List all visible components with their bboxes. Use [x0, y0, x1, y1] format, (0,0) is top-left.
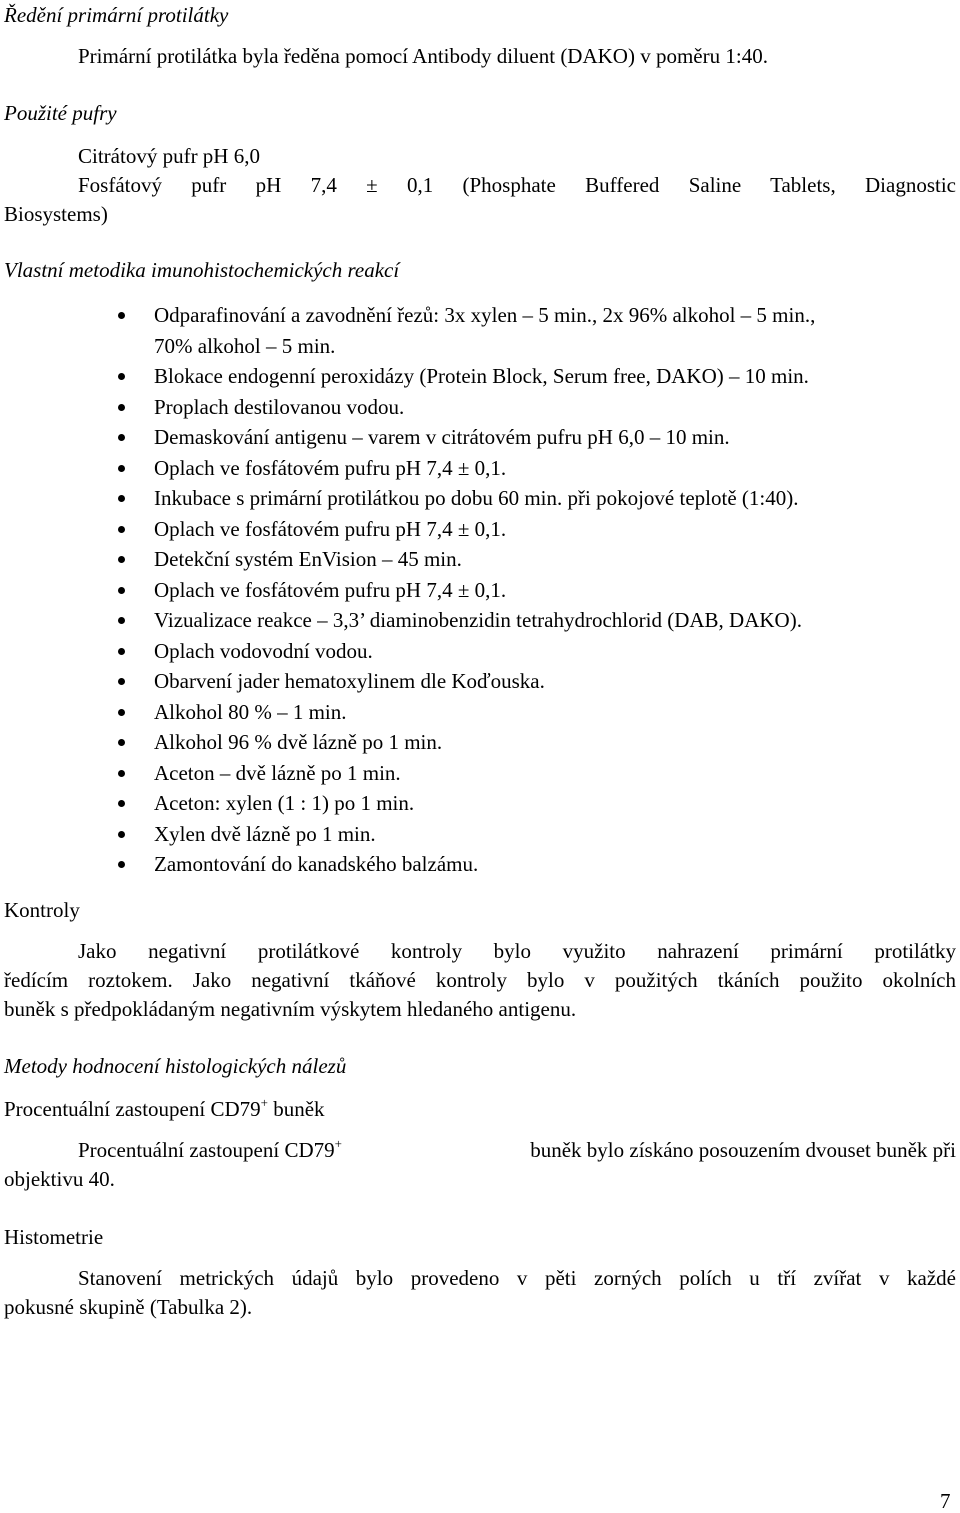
- controls-text-line: ředícím roztokem. Jako negativní tkáňové kontroly bylo v použitých tkáních použito okolních: [4, 968, 956, 992]
- list-item: Oplach ve fosfátovém pufru pH 7,4 ± 0,1.: [154, 517, 507, 541]
- controls-text-line: Jako negativní protilátkové kontroly bylo využito nahrazení primární protilátky: [78, 939, 956, 963]
- cd79-heading: [4, 1095, 325, 1121]
- list-item: Zamontování do kanadského balzámu.: [154, 852, 479, 876]
- page-number: 7: [940, 1489, 951, 1513]
- cd79-text-b: buněk bylo získáno posouzením dvouset buněk při: [530, 1138, 956, 1162]
- list-item: Demaskování antigenu – varem v citrátovém pufru pH 6,0 – 10 min.: [154, 425, 730, 449]
- controls-text-line: buněk s předpokládaným negativním výskytem hledaného antigenu.: [4, 997, 577, 1021]
- bullet-icon: [118, 404, 125, 411]
- bullet-icon: [118, 739, 125, 746]
- evaluation-heading: Metody hodnocení histologických nálezů: [4, 1054, 347, 1078]
- cd79-text-sup: +: [334, 1136, 342, 1151]
- bullet-icon: [118, 831, 125, 838]
- buffer-item: Citrátový pufr pH 6,0: [78, 144, 260, 168]
- list-item: Inkubace s primární protilátkou po dobu 60 min. při pokojové teplotě (1:40).: [154, 486, 799, 510]
- list-item: Alkohol 96 % dvě lázně po 1 min.: [154, 730, 443, 754]
- cd79-heading-sup: +: [260, 1095, 268, 1110]
- bullet-icon: [118, 770, 125, 777]
- histometry-heading: Histometrie: [4, 1225, 104, 1249]
- list-item: Vizualizace reakce – 3,3’ diaminobenzidin tetrahydrochlorid (DAB, DAKO).: [154, 608, 802, 632]
- bullet-icon: [118, 526, 125, 533]
- bullet-icon: [118, 800, 125, 807]
- method-heading: Vlastní metodika imunohistochemických reakcí: [4, 258, 400, 282]
- cd79-text-line: [78, 1136, 956, 1162]
- cd79-text-a: Procentuální zastoupení CD79: [78, 1138, 335, 1162]
- list-item: Blokace endogenní peroxidázy (Protein Block, Serum free, DAKO) – 10 min.: [154, 364, 809, 388]
- list-item: Xylen dvě lázně po 1 min.: [154, 822, 376, 846]
- bullet-icon: [118, 861, 125, 868]
- bullet-icon: [118, 465, 125, 472]
- bullet-icon: [118, 373, 125, 380]
- list-item: Oplach ve fosfátovém pufru pH 7,4 ± 0,1.: [154, 578, 507, 602]
- bullet-icon: [118, 495, 125, 502]
- histometry-text-line: Stanovení metrických údajů bylo provedeno v pěti zorných polích u tří zvířat v každé: [78, 1266, 956, 1290]
- dilution-heading: Ředění primární protilátky: [4, 3, 229, 27]
- bullet-icon: [118, 648, 125, 655]
- list-item: Oplach vodovodní vodou.: [154, 639, 373, 663]
- dilution-text: Primární protilátka byla ředěna pomocí Antibody diluent (DAKO) v poměru 1:40.: [78, 44, 768, 68]
- list-item: Detekční systém EnVision – 45 min.: [154, 547, 462, 571]
- cd79-heading-suffix: buněk: [267, 1097, 325, 1121]
- list-item: Proplach destilovanou vodou.: [154, 395, 405, 419]
- bullet-icon: [118, 709, 125, 716]
- list-item: Oplach ve fosfátovém pufru pH 7,4 ± 0,1.: [154, 456, 507, 480]
- buffer-item-continuation: Biosystems): [4, 202, 108, 226]
- list-item: Aceton: xylen (1 : 1) po 1 min.: [154, 791, 415, 815]
- histometry-text-line: pokusné skupině (Tabulka 2).: [4, 1295, 253, 1319]
- cd79-text-line2: objektivu 40.: [4, 1167, 115, 1191]
- cd79-heading-text: Procentuální zastoupení CD79: [4, 1097, 261, 1121]
- list-item: Alkohol 80 % – 1 min.: [154, 700, 347, 724]
- buffer-item: Fosfátový pufr pH 7,4 ± 0,1 (Phosphate Buffered Saline Tablets, Diagnostic: [78, 173, 956, 197]
- cd79-text-part: [78, 1136, 342, 1162]
- buffers-heading: Použité pufry: [4, 101, 117, 125]
- bullet-icon: [118, 617, 125, 624]
- bullet-icon: [118, 678, 125, 685]
- bullet-icon: [118, 434, 125, 441]
- controls-heading: Kontroly: [4, 898, 80, 922]
- bullet-icon: [118, 556, 125, 563]
- bullet-icon: [118, 587, 125, 594]
- list-item: Aceton – dvě lázně po 1 min.: [154, 761, 401, 785]
- list-item-continuation: 70% alkohol – 5 min.: [154, 334, 336, 358]
- list-item: Obarvení jader hematoxylinem dle Koďouska.: [154, 669, 545, 693]
- bullet-icon: [118, 312, 125, 319]
- list-item: Odparafinování a zavodnění řezů: 3x xylen – 5 min., 2x 96% alkohol – 5 min.,: [154, 303, 816, 327]
